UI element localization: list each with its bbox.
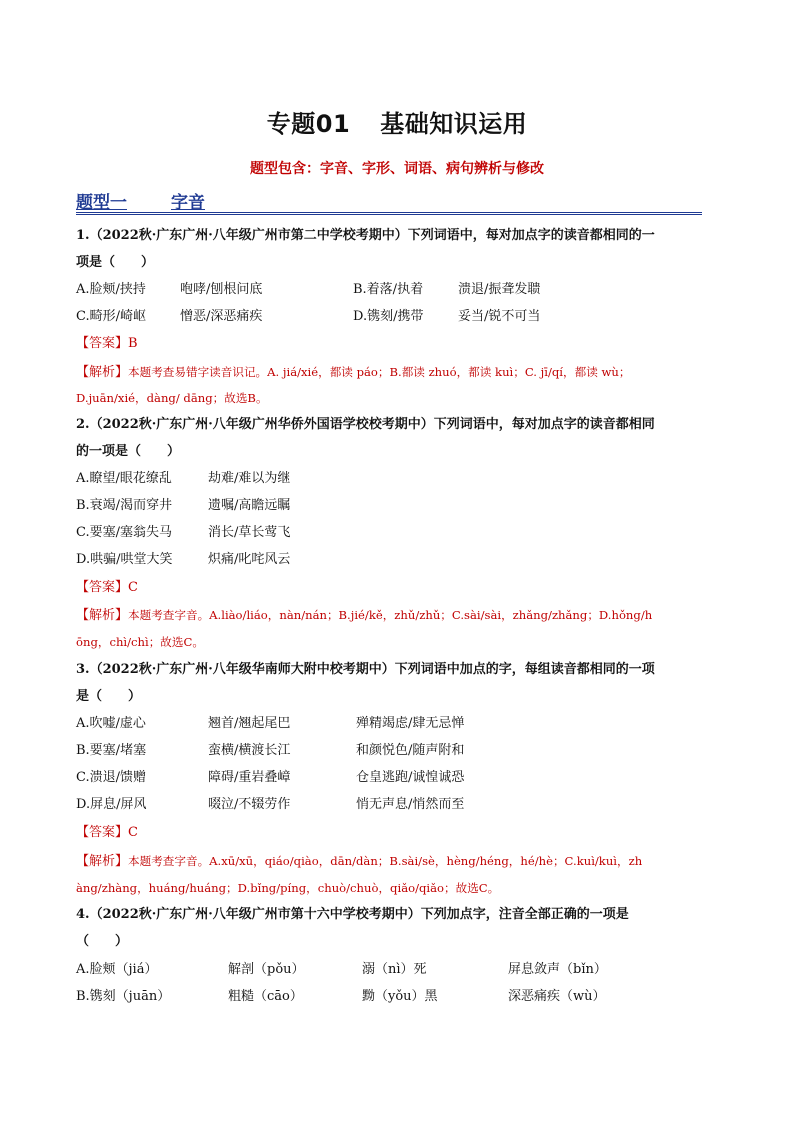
question-1-stem-line1: 1.（2022秋·广东广州·八年级广州市第二中学校考期中）下列词语中，每对加点字的读音都相同的一 xyxy=(76,228,655,243)
q4-option-b4: 深恶痛疾（wù） xyxy=(508,989,606,1004)
q2-analysis-line2: ōng，chì/chì；故选C。 xyxy=(76,635,204,649)
q4-option-a3: 溺（nì）死 xyxy=(362,962,427,977)
q3-analysis-line1: 【解析】本题考查字音。A.xū/xū，qiáo/qiào，dān/dàn；B.sài/sè，hèng/héng，hé/hè；C.kuì/kuì，zh xyxy=(76,854,643,869)
section-name: 字音 xyxy=(171,193,205,213)
q1-option-d2: 妥当/锐不可当 xyxy=(458,309,541,324)
q4-option-b2: 粗糙（cāo） xyxy=(228,989,303,1004)
q1-option-c2: 憎恶/深恶痛疾 xyxy=(180,309,263,324)
q1-option-d: D.镌刻/携带 xyxy=(353,309,424,324)
q3-answer: 【答案】C xyxy=(76,825,138,840)
question-3-stem-line1: 3.（2022秋·广东广州·八年级华南师大附中校考期中）下列词语中加点的字，每组读音都相同的一项 xyxy=(76,662,655,677)
q2-answer: 【答案】C xyxy=(76,580,138,595)
q3-option-a: A.吹嘘/虚心 xyxy=(76,716,146,731)
q3-option-d: D.屏息/屏风 xyxy=(76,797,147,812)
question-4-stem-line1: 4.（2022秋·广东广州·八年级广州市第十六中学校考期中）下列加点字，注音全部正确的一项是 xyxy=(76,907,629,922)
title-part1: 专题01 xyxy=(266,110,351,138)
q3-option-d2: 啜泣/不辍劳作 xyxy=(208,797,291,812)
q4-option-a2: 解剖（pǒu） xyxy=(228,962,305,977)
q3-option-c3: 仓皇逃跑/诚惶诚恐 xyxy=(356,770,465,785)
question-2-stem-line1: 2.（2022秋·广东广州·八年级广州华侨外国语学校校考期中）下列词语中，每对加点字的读音都相同 xyxy=(76,417,655,432)
question-1-stem-line2: 项是（ ） xyxy=(76,255,155,270)
q1-answer: 【答案】B xyxy=(76,336,138,351)
q2-option-c2: 消长/草长莺飞 xyxy=(208,525,291,540)
title-part2: 基础知识运用 xyxy=(380,110,528,138)
q4-option-a4: 屏息敛声（bǐn） xyxy=(508,962,607,977)
q3-option-a3: 殚精竭虑/肆无忌惮 xyxy=(356,716,465,731)
q3-analysis-line2: àng/zhàng，huáng/huáng；D.bǐng/píng，chuò/chuò，qiǎo/qiǎo；故选C。 xyxy=(76,881,500,895)
q2-option-a2: 劫难/难以为继 xyxy=(208,471,291,486)
q3-option-a2: 翘首/翘起尾巴 xyxy=(208,716,291,731)
q2-option-d: D.哄骗/哄堂大笑 xyxy=(76,552,173,567)
q1-option-c: C.畸形/崎岖 xyxy=(76,309,146,324)
page-subtitle: 题型包含：字音、字形、词语、病句辨析与修改 xyxy=(250,161,544,177)
q4-option-a: A.脸颊（jiá） xyxy=(76,962,158,977)
q3-option-c: C.溃退/馈赠 xyxy=(76,770,146,785)
q2-option-a: A.瞭望/眼花缭乱 xyxy=(76,471,172,486)
q4-option-b3: 黝（yǒu）黑 xyxy=(362,989,438,1004)
page-title xyxy=(0,104,794,139)
q1-analysis-line2: D.juān/xié，dàng/ dāng；故选B。 xyxy=(76,391,268,405)
q3-option-d3: 悄无声息/悄然而至 xyxy=(356,797,465,812)
q2-analysis-line1: 【解析】本题考查字音。A.liào/liáo，nàn/nán；B.jié/kě，zhǔ/zhǔ；C.sài/sài，zhǎng/zhǎng；D.hǒng/h xyxy=(76,608,653,623)
question-2-stem-line2: 的一项是（ ） xyxy=(76,444,181,459)
q1-option-a: A.脸颊/挟持 xyxy=(76,282,146,297)
question-3-stem-line2: 是（ ） xyxy=(76,689,142,704)
q2-option-d2: 炽痛/叱咤风云 xyxy=(208,552,291,567)
q2-option-c: C.要塞/塞翁失马 xyxy=(76,525,172,540)
section-label: 题型一 xyxy=(76,193,127,213)
q3-option-b3: 和颜悦色/随声附和 xyxy=(356,743,465,758)
q4-option-b: B.镌刻（juān） xyxy=(76,989,171,1004)
q3-option-b: B.要塞/堵塞 xyxy=(76,743,147,758)
q1-option-a2: 咆哮/刨根问底 xyxy=(180,282,263,297)
q3-option-b2: 蛮横/横渡长江 xyxy=(208,743,291,758)
q1-option-b: B.着落/执着 xyxy=(353,282,424,297)
q3-option-c2: 障碍/重岩叠嶂 xyxy=(208,770,291,785)
q1-option-b2: 溃退/振聋发聩 xyxy=(458,282,541,297)
q2-option-b: B.衰竭/渴而穿井 xyxy=(76,498,173,513)
q1-analysis-line1: 【解析】本题考查易错字读音识记。A. jiá/xié，都读 páo；B.都读 zhuó，都读 kuì；C. jī/qí，都读 wù； xyxy=(76,365,631,380)
q2-option-b2: 遗嘱/高瞻远瞩 xyxy=(208,498,291,513)
section-heading xyxy=(76,188,702,215)
question-4-stem-line2: （ ） xyxy=(76,934,129,949)
